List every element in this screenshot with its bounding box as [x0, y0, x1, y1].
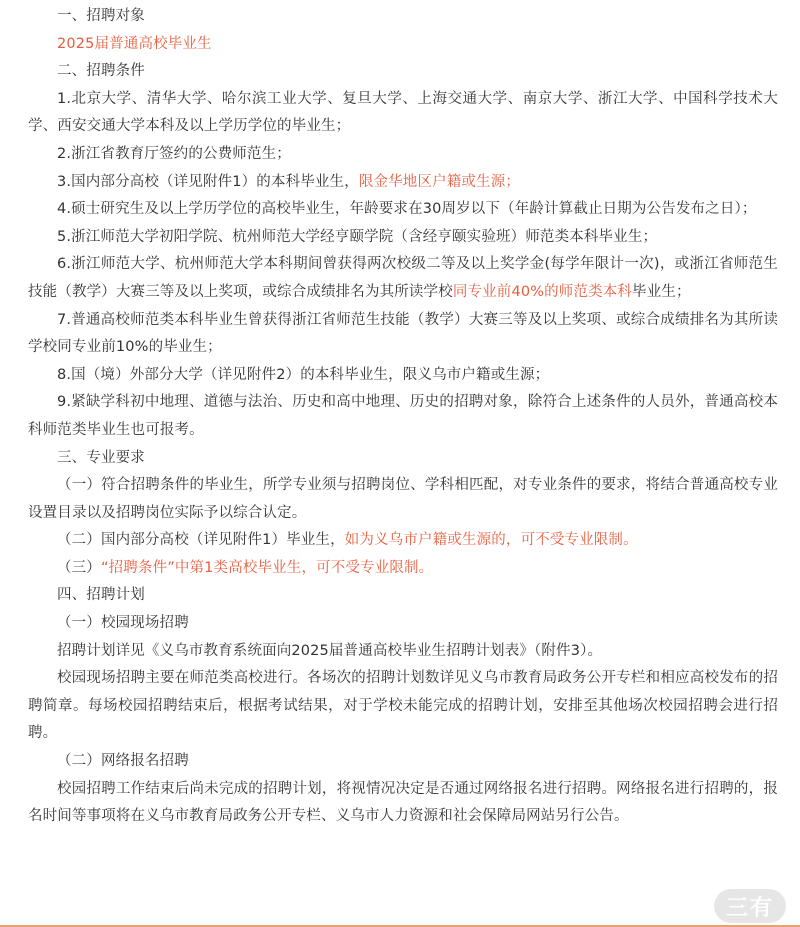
text-run: 6.浙江师范大学、杭州师范大学本科期间曾获得两次校级二等及以上奖学金(每学年限计一次)，或浙江省师范生技能（教学）大赛三等及以上奖项，或综合成绩排名为其所读学校 [28, 256, 778, 300]
paragraph [0, 31, 778, 59]
text-run: 4.硕士研究生及以上学历学位的高校毕业生，年龄要求在30周岁以下（年龄计算截止日期为公告发布之日）； [57, 201, 757, 218]
article-body [0, 3, 778, 831]
paragraph [0, 196, 778, 224]
paragraph [0, 3, 778, 31]
text-run: （一）校园现场招聘 [57, 615, 189, 632]
text-run: 3.国内部分高校（详见附件1）的本科毕业生， [57, 173, 359, 190]
text-run: 2.浙江省教育厅签约的公费师范生； [57, 145, 291, 162]
text-run: 5.浙江师范大学初阳学院、杭州师范大学经亨颐学院（含经亨颐实验班）师范类本科毕业生； [57, 228, 658, 245]
paragraph [0, 389, 778, 444]
text-run: 1.北京大学、清华大学、哈尔滨工业大学、复旦大学、上海交通大学、南京大学、浙江大学、中国科学技术大学、西安交通大学本科及以上学历学位的毕业生； [28, 90, 778, 135]
text-run: 毕业生； [632, 283, 691, 300]
paragraph [0, 251, 778, 306]
text-run: 校园现场招聘主要在师范类高校进行。各场次的招聘计划数详见义乌市教育局政务公开专栏和相应高校发布的招聘简章。每场校园招聘结束后，根据考试结果，对于学校未能完成的招聘计划，安排至其他场次校园招聘会进行招聘。 [28, 670, 778, 742]
text-run: 三、专业要求 [57, 449, 145, 466]
paragraph [0, 224, 778, 252]
text-run: 校园招聘工作结束后尚未完成的招聘计划，将视情况决定是否通过网络报名进行招聘。网络报名进行招聘的，报名时间等事项将在义乌市教育局政务公开专栏、义乌市人力资源和社会保障局网站另行公告。 [28, 780, 778, 825]
text-run: （二）网络报名招聘 [57, 753, 189, 770]
highlighted-text: 同专业前40%的师范类本科 [452, 283, 633, 300]
paragraph [0, 58, 778, 86]
paragraph [0, 362, 778, 390]
paragraph [0, 638, 778, 666]
text-run: 二、招聘条件 [57, 63, 145, 80]
paragraph [0, 307, 778, 362]
paragraph [0, 86, 778, 141]
paragraph [0, 141, 778, 169]
text-run: （二）国内部分高校（详见附件1）毕业生， [57, 532, 345, 549]
highlighted-text: 限金华地区户籍或生源； [358, 173, 521, 190]
paragraph [0, 748, 778, 776]
text-run: 四、招聘计划 [57, 587, 145, 604]
paragraph [0, 582, 778, 610]
paragraph [0, 527, 778, 555]
text-run: （三） [57, 559, 101, 576]
paragraph [0, 665, 778, 748]
paragraph [0, 445, 778, 473]
text-run: （一）符合招聘条件的毕业生，所学专业须与招聘岗位、学科相匹配，对专业条件的要求，将结合普通高校专业设置目录以及招聘岗位实际予以综合认定。 [28, 477, 778, 521]
paragraph [0, 776, 778, 831]
text-run: 招聘计划详见《义乌市教育系统面向2025届普通高校毕业生招聘计划表》（附件3）。 [57, 642, 603, 659]
text-run: 7.普通高校师范类本科毕业生曾获得浙江省师范生技能（教学）大赛三等及以上奖项、或综合成绩排名为其所读学校同专业前10%的毕业生； [28, 311, 778, 356]
paragraph [0, 169, 778, 197]
highlighted-text: 如为义乌市户籍或生源的，可不受专业限制。 [344, 532, 638, 549]
text-run: 8.国（境）外部分大学（详见附件2）的本科毕业生，限义乌市户籍或生源； [57, 366, 550, 383]
watermark-logo: 三有 [714, 889, 786, 923]
text-run: 一、招聘对象 [57, 8, 145, 24]
highlighted-text: 2025届普通高校毕业生 [57, 35, 212, 52]
highlighted-text: “招聘条件”中第1类高校毕业生，可不受专业限制。 [100, 559, 434, 576]
text-run: 9.紧缺学科初中地理、道德与法治、历史和高中地理、历史的招聘对象，除符合上述条件的人员外，普通高校本科师范类毕业生也可报考。 [28, 394, 778, 438]
paragraph [0, 472, 778, 527]
paragraph [0, 610, 778, 638]
paragraph [0, 555, 778, 583]
